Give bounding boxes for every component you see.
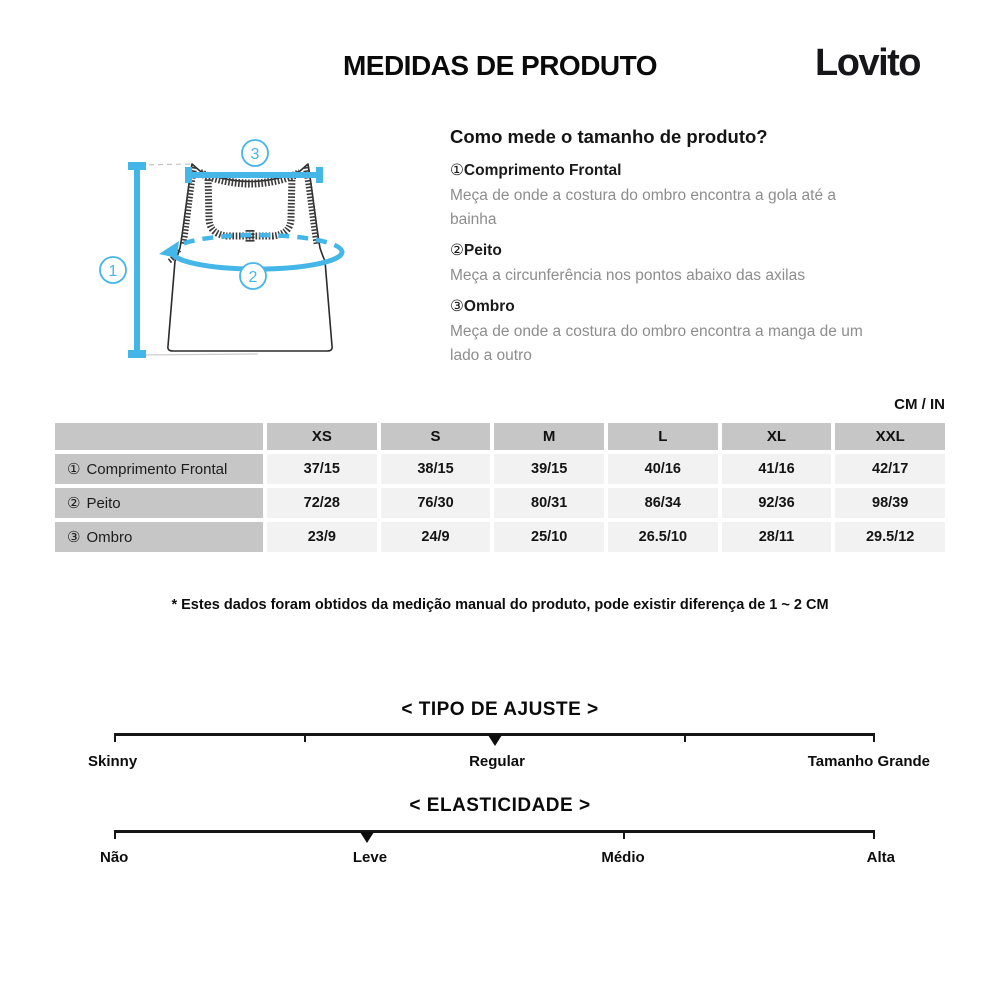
col-header-xl: XL bbox=[722, 423, 832, 450]
stretch-scale-tick bbox=[114, 830, 116, 839]
fit-label-tamanho-grande: Tamanho Grande bbox=[807, 753, 930, 770]
col-header-s: S bbox=[381, 423, 491, 450]
howto-item-1-label bbox=[450, 158, 875, 184]
row-label-text: Peito bbox=[86, 494, 121, 512]
table-cell: 41/16 bbox=[722, 454, 832, 484]
col-header-xs: XS bbox=[267, 423, 377, 450]
row-label-comprimento bbox=[55, 454, 263, 484]
table-cell: 80/31 bbox=[494, 488, 604, 518]
bottom-guide-line bbox=[140, 354, 258, 355]
table-cell: 40/16 bbox=[608, 454, 718, 484]
brand-logo: Lovito bbox=[815, 42, 920, 84]
table-cell: 39/15 bbox=[494, 454, 604, 484]
howto-item-2-title: Peito bbox=[463, 242, 502, 259]
circled-3-icon: ③ bbox=[450, 298, 464, 315]
page-title: MEDIDAS DE PRODUTO bbox=[342, 50, 658, 81]
row-label-ombro bbox=[55, 522, 263, 552]
howto-item-2-label bbox=[450, 238, 875, 264]
howto-item-1-desc: Meça de onde a costura do ombro encontra a gola até a bainha bbox=[450, 187, 837, 228]
table-cell: 23/9 bbox=[267, 522, 377, 552]
table-cell: 76/30 bbox=[381, 488, 491, 518]
table-cell: 24/9 bbox=[381, 522, 491, 552]
fit-scale-marker-icon bbox=[488, 735, 502, 746]
howto-item-3-label bbox=[450, 294, 875, 320]
table-cell: 26.5/10 bbox=[608, 522, 718, 552]
table-cell: 42/17 bbox=[835, 454, 945, 484]
fit-label-skinny: Skinny bbox=[88, 753, 138, 770]
circled-3-icon: ③ bbox=[67, 529, 81, 546]
size-table bbox=[55, 423, 945, 552]
howto-section bbox=[450, 126, 875, 368]
col-header-xxl: XXL bbox=[835, 423, 945, 450]
shoulder-measure-cap-left bbox=[185, 167, 192, 183]
table-cell: 28/11 bbox=[722, 522, 832, 552]
row-label-peito bbox=[55, 488, 263, 518]
length-measure-cap-bottom bbox=[128, 350, 146, 358]
fit-label-regular: Regular bbox=[469, 753, 525, 770]
tank-top-outline bbox=[168, 164, 332, 351]
fit-scale-heading: < TIPO DE AJUSTE > bbox=[401, 699, 599, 720]
measurement-disclaimer: * Estes dados foram obtidos da medição manual do produto, pode existir diferença de 1 ~ 2 CM bbox=[171, 597, 829, 613]
stretch-scale-marker-icon bbox=[360, 832, 374, 843]
garment-diagram bbox=[80, 130, 420, 390]
stretch-label-medio: Médio bbox=[601, 849, 645, 866]
howto-item-3-desc: Meça de onde a costura do ombro encontra a manga de um lado a outro bbox=[450, 323, 863, 364]
circled-1-icon: ① bbox=[450, 162, 464, 179]
stretch-label-alta: Alta bbox=[866, 849, 895, 866]
circled-1-icon: ① bbox=[67, 461, 81, 478]
table-cell: 86/34 bbox=[608, 488, 718, 518]
table-corner-cell bbox=[55, 423, 263, 450]
table-cell: 72/28 bbox=[267, 488, 377, 518]
howto-item-1-title: Comprimento Frontal bbox=[463, 162, 622, 179]
table-cell: 25/10 bbox=[494, 522, 604, 552]
howto-item-2-desc: Meça a circunferência nos pontos abaixo das axilas bbox=[450, 267, 805, 284]
row-label-text: Comprimento Frontal bbox=[86, 460, 228, 478]
table-cell: 29.5/12 bbox=[835, 522, 945, 552]
stretch-scale-tick bbox=[623, 830, 625, 839]
stretch-scale-heading: < ELASTICIDADE > bbox=[409, 795, 591, 816]
row-label-text: Ombro bbox=[86, 528, 133, 546]
col-header-l: L bbox=[608, 423, 718, 450]
circled-2-icon: ② bbox=[450, 242, 464, 259]
top-guide-dashed-line bbox=[140, 164, 192, 165]
col-header-m: M bbox=[494, 423, 604, 450]
fit-scale-tick bbox=[304, 733, 306, 742]
shoulder-measure-cap-right bbox=[316, 167, 323, 183]
stretch-label-leve: Leve bbox=[352, 849, 388, 866]
chest-measure-arrowhead bbox=[159, 241, 179, 258]
stretch-label-nao: Não bbox=[100, 849, 129, 866]
stretch-scale-tick bbox=[873, 830, 875, 839]
marker-2-number: 2 bbox=[248, 269, 258, 286]
circled-2-icon: ② bbox=[67, 495, 81, 512]
table-cell: 98/39 bbox=[835, 488, 945, 518]
marker-1-number: 1 bbox=[108, 263, 118, 280]
howto-heading: Como mede o tamanho de produto? bbox=[450, 126, 768, 147]
length-measure-cap-top bbox=[128, 162, 146, 170]
table-cell: 37/15 bbox=[267, 454, 377, 484]
fit-scale-tick bbox=[873, 733, 875, 742]
fit-scale-tick bbox=[114, 733, 116, 742]
fit-scale-tick bbox=[684, 733, 686, 742]
howto-item-3-title: Ombro bbox=[463, 298, 515, 315]
table-cell: 38/15 bbox=[381, 454, 491, 484]
table-cell: 92/36 bbox=[722, 488, 832, 518]
unit-label: CM / IN bbox=[894, 396, 945, 413]
stretch-scale-track bbox=[115, 830, 875, 833]
marker-3-number: 3 bbox=[250, 146, 260, 163]
